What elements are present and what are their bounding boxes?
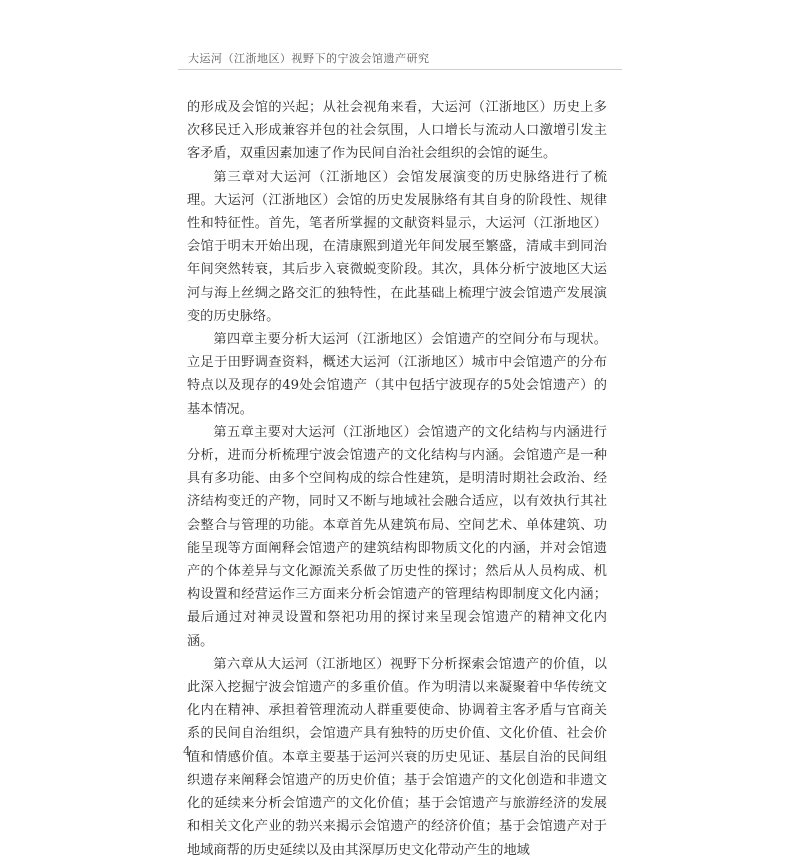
header-rule: [178, 69, 622, 70]
page-number: 4: [183, 744, 191, 758]
paragraph-chapter-3: 第三章对大运河（江浙地区）会馆发展演变的历史脉络进行了梳理。大运河（江浙地区）会馆的历史发展脉络有其自身的阶段性、规律性和特征性。首先，笔者所掌握的文献资料显示，大运河（江浙地区）会馆于明末开始出现，在清康熙到道光年间发展至繁盛，清咸丰到同治年间突然转衰，其后步入衰微蜕变阶段。其次，具体分析宁波地区大运河与海上丝绸之路交汇的独特性，在此基础上梳理宁波会馆遗产发展演变的历史脉络。: [187, 169, 607, 324]
paragraph-chapter-6: 第六章从大运河（江浙地区）视野下分析探索会馆遗产的价值，以此深入挖掘宁波会馆遗产的多重价值。作为明清以来凝聚着中华传统文化内在精神、承担着管理流动人群重要使命、协调着主客矛盾与官商关系的民间自治组织，会馆遗产具有独特的历史价值、文化价值、社会价值和情感价值。本章主要基于运河兴衰的历史见证、基层自治的民间组织遗存来阐释会馆遗产的历史价值；基于会馆遗产的文化创造和非遗文化的延续来分析会馆遗产的文化价值；基于会馆遗产与旅游经济的发展和相关文化产业的勃兴来揭示会馆遗产的经济价值；基于会馆遗产对于地域商帮的历史延续以及由其深厚历史文化带动产生的地域: [187, 656, 607, 858]
body-text: [187, 96, 607, 862]
running-header: 大运河（江浙地区）视野下的宁波会馆遗产研究: [188, 52, 430, 65]
paragraph-chapter-5: 第五章主要对大运河（江浙地区）会馆遗产的文化结构与内涵进行分析，进而分析梳理宁波会馆遗产的文化结构与内涵。会馆遗产是一种具有多功能、由多个空间构成的综合性建筑，是明清时期社会政治、经济结构变迁的产物，同时又不断与地域社会融合适应，以有效执行其社会整合与管理的功能。本章首先从建筑布局、空间艺术、单体建筑、功能呈现等方面阐释会馆遗产的建筑结构即物质文化的内涵，并对会馆遗产的个体差异与文化源流关系做了历史性的探讨；然后从人员构成、机构设置和经营运作三方面来分析会馆遗产的管理结构即制度文化内涵；最后通过对神灵设置和祭祀功用的探讨来呈现会馆遗产的精神文化内涵。: [187, 424, 607, 649]
paragraph-chapter-4: 第四章主要分析大运河（江浙地区）会馆遗产的空间分布与现状。立足于田野调查资料，概述大运河（江浙地区）城市中会馆遗产的分布特点以及现存的49处会馆遗产（其中包括宁波现存的5处会馆遗产）的基本情况。: [187, 332, 607, 417]
paragraph-continuation: 的形成及会馆的兴起；从社会视角来看，大运河（江浙地区）历史上多次移民迁入形成兼容并包的社会氛围，人口增长与流动人口激增引发主客矛盾，双重因素加速了作为民间自治社会组织的会馆的诞生。: [187, 100, 607, 162]
